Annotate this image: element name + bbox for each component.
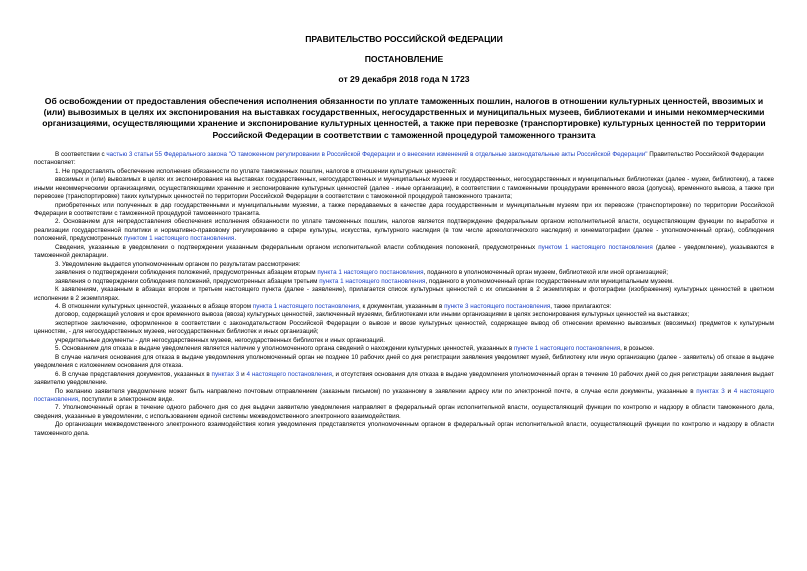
paragraph-6-a-and: и [724,387,734,395]
resolves-line: постановляет: [34,159,76,167]
paragraph-5-a: В случае наличия основания для отказа в выдаче уведомления уполномоченный орган не позднее 10 рабочих дней со дня регистрации заявления уведомляет музей, библиотеку или иную организацию (далее - заявитель) об отказе в выдаче уведомления с изложением основания для отказа. [34,353,774,370]
paragraph-5-end: , в розыске. [620,345,655,353]
paragraph-2-info-end: (далее - уведомление), указываются в таможенной декларации. [34,243,774,260]
intro-government: Правительство Российской Федерации [649,150,764,158]
paragraph-6-a [34,388,774,405]
paragraph-3-b [34,278,774,286]
paragraph-4-text: 4. В отношении культурных ценностей, указанных в абзаце втором [55,302,253,310]
paragraph-1: 1. Не предоставлять обеспечение исполнения обязанности по уплате таможенных пошлин, налогов в отношении культурных ценностей: [55,167,457,175]
paragraph-3-a-end: , поданного в уполномоченный орган музеем, библиотекой или иной организацией; [423,269,668,277]
point-1-link[interactable]: пункта 1 настоящего постановления [252,302,359,310]
law-link[interactable]: частью 3 статьи 55 Федерального закона "О таможенном регулировании в Российской Федерации и о внесении изменений в отдельные законодательные акты Российской Федерации" [106,150,648,158]
paragraph-3-a-text: заявления о подтверждении соблюдения положений, предусмотренных абзацем вторым [55,269,318,277]
paragraph-4-end: , также прилагаются: [550,302,612,310]
paragraph-7: 7. Уполномоченный орган в течение одного рабочего дня со дня выдачи заявителю уведомления направляет в федеральный орган исполнительной власти, осуществляющий функции по контролю и надзору в области таможенного дела, сведения, указанные в уведомлении, с использованием единой системы межведомственного электронного взаимодействия. [34,404,774,420]
paragraph-6-and: и [239,370,247,378]
paragraph-4-mid: , к документам, указанным в [359,302,445,310]
paragraph-4-c: учредительные документы - для негосударственных музеев, негосударственных библиотек и иных организаций. [55,336,386,344]
paragraph-3-c: К заявлениям, указанным в абзацах втором и третьем настоящего пункта (далее - заявление), прилагается список культурных ценностей с их описанием в 2 экземплярах и фотографии (изображения) культурных ценностей в цветном исполнении в 2 экземплярах. [34,286,774,302]
point-1-link[interactable]: пункта 1 настоящего постановления [317,269,424,277]
paragraph-2-info [34,244,774,261]
paragraph-2-end: . [234,235,237,243]
paragraph-7-a: До организации межведомственного электронного взаимодействия копия уведомления представляется уполномоченным органом в федеральный орган исполнительной власти, осуществляющий функции по контролю и надзору в области таможенного дела. [34,421,774,437]
point-1-link[interactable]: пунктом 1 настоящего постановления [123,235,235,243]
point-3-link[interactable]: пункте 3 настоящего постановления [444,302,551,310]
paragraph-5-text: 5. Основанием для отказа в выдаче уведомления является наличие у уполномоченного органа сведений о нахождении культурных ценностей, указанных в [55,345,514,353]
paragraph-3-b-text: заявления о подтверждении соблюдения положений, предусмотренных абзацем третьим [55,277,320,285]
paragraph-1-b: приобретенных или полученных в дар государственными и муниципальными музеями, а также передаваемых в качестве дара государственным и муниципальным музеям при их перевозке (транспортировке) по территории Российской Федерации в соответствии с таможенной процедурой таможенного транзита. [34,201,774,217]
document-date: от 29 декабря 2018 года N 1723 [338,74,470,84]
document-body [34,151,774,438]
paragraph-3: 3. Уведомление выдается уполномоченным органом по результатам рассмотрения: [55,260,301,268]
document-title: Об освобождении от предоставления обеспечения исполнения обязанности по уплате таможенных пошлин, налогов в отношении культурных ценностей, ввозимых и (или) вывозимых в целях их экспонирования на выставках государственных, негосударственных и муниципальных музеев, библиотеками и иными некоммерческими организациями, осуществляющими хранение и экспонирование культурных ценностей, а также при перевозке (транспортировке) культурных ценностей по территории Российской Федерации в соответствии с таможенной процедурой таможенного транзита [42,96,766,140]
paragraph-6-end: , и отсутствия основания для отказа в выдаче уведомления уполномоченный орган в течение 10 рабочих дней со дня регистрации заявления выдает заявителю уведомление. [34,370,774,387]
government-heading: ПРАВИТЕЛЬСТВО РОССИЙСКОЙ ФЕДЕРАЦИИ [305,34,503,44]
point-1-link[interactable]: пункте 1 настоящего постановления [513,345,621,353]
paragraph-2 [34,218,774,243]
points-3-link[interactable]: пунктах 3 [211,370,240,378]
paragraph-6-a-text: По желанию заявителя уведомление может быть направлено почтовым отправлением (заказным письмом) по указанному в заявлении адресу или по электронной почте, в случае если документы, указанные в [55,387,697,395]
paragraph-3-b-end: , поданного в уполномоченный орган государственным или муниципальным музеем. [425,277,674,285]
paragraph-5 [34,345,774,353]
document-kind: ПОСТАНОВЛЕНИЕ [364,54,444,64]
paragraph-6-text: 6. В случае представления документов, указанных в [55,370,212,378]
intro-text: В соответствии с [55,150,107,158]
paragraph-6-a-end: , поступили в электронном виде. [78,395,175,403]
paragraph-4-a: договор, содержащий условия и срок временного вывоза (ввоза) культурных ценностей, заключенный музеями, библиотеками или иными организациями в целях экспонирования культурных ценностей на выставках; [55,311,690,319]
paragraph-3-a [34,269,774,277]
paragraph-6 [34,371,774,388]
points-3-link[interactable]: пунктах 3 [696,387,725,395]
paragraph-2-text: 2. Основанием для непредоставления обеспечения исполнения обязанности по уплате таможенных пошлин, налогов является подтверждение федеральным органом исполнительной власти, осуществляющим функции по выработке и реализации государственной политики и нормативно-правовому регулированию в сфере культуры, искусства, культурного наследия (в том числе археологического наследия) и кинематографии (далее - уполномоченный орган), соблюдения положений, предусмотренных [34,218,774,243]
point-1-link[interactable]: пункта 1 настоящего постановления [319,277,426,285]
paragraph-2-info-text: Сведения, указанные в уведомлении о подтверждении указанным федеральным органом исполнительной власти соблюдения положений, предусмотренных [55,243,539,251]
point-4-link[interactable]: 4 настоящего постановления [34,387,774,403]
paragraph-1-a: ввозимых и (или) вывозимых в целях их экспонирования на выставках государственных, негосударственных и муниципальных музеев и государственных, негосударственных и муниципальных библиотеках (далее - музеи, библиотеки), а также иными некоммерческими организациями, осуществляющими хранение и экспонирование культурных ценностей (далее - иные организации), в соответствии с таможенными процедурами временного ввоза (допуска), временного вывоза, а также при перевозке (транспортировке) таких культурных ценностей по территории Российской Федерации в соответствии с таможенной процедурой таможенного транзита; [34,176,774,201]
point-4-link[interactable]: 4 настоящего постановления [246,370,332,378]
paragraph-4-b: экспертное заключение, оформленное в соответствии с законодательством Российской Федерации о вывозе и ввозе культурных ценностей, содержащее вывод об отнесении временно вывозимых (ввозимых) предметов к культурным ценностям, - для негосударственных музеев, негосударственных библиотек и иных организаций; [34,319,774,336]
point-1-link[interactable]: пунктом 1 настоящего постановления [538,243,653,251]
intro-paragraph [34,151,774,159]
